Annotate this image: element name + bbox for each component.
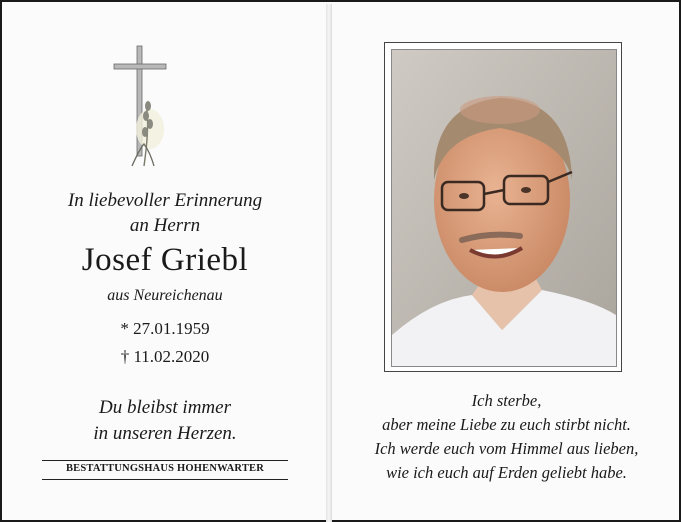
right-panel [332, 4, 681, 522]
death-date: † 11.02.2020 [120, 347, 210, 366]
birth-date: * 27.01.1959 [120, 319, 210, 338]
divider [42, 479, 288, 480]
deceased-origin: aus Neureichenau [107, 287, 223, 304]
divider [42, 460, 288, 461]
portrait-photo [391, 49, 617, 367]
motto-line-2: in unseren Herzen. [93, 423, 237, 444]
portrait-photo-illustration [392, 50, 616, 366]
deceased-name: Josef Griebl [81, 242, 249, 278]
poem-line-1: Ich sterbe, [471, 391, 542, 410]
left-panel [4, 4, 326, 522]
memorial-intro-2: an Herrn [129, 215, 201, 236]
cross-with-wheat-icon [110, 44, 170, 174]
memorial-intro: In liebevoller Erinnerung [67, 190, 263, 211]
photo-frame [384, 42, 622, 372]
poem-line-4: wie ich euch auf Erden geliebt habe. [386, 463, 627, 482]
poem-line-2: aber meine Liebe zu euch stirbt nicht. [382, 415, 631, 434]
funeral-home: BESTATTUNGSHAUS HOHENWARTER [65, 463, 265, 474]
motto-line-1: Du bleibst immer [99, 397, 231, 418]
poem-line-3: Ich werde euch vom Himmel aus lieben, [374, 439, 639, 458]
